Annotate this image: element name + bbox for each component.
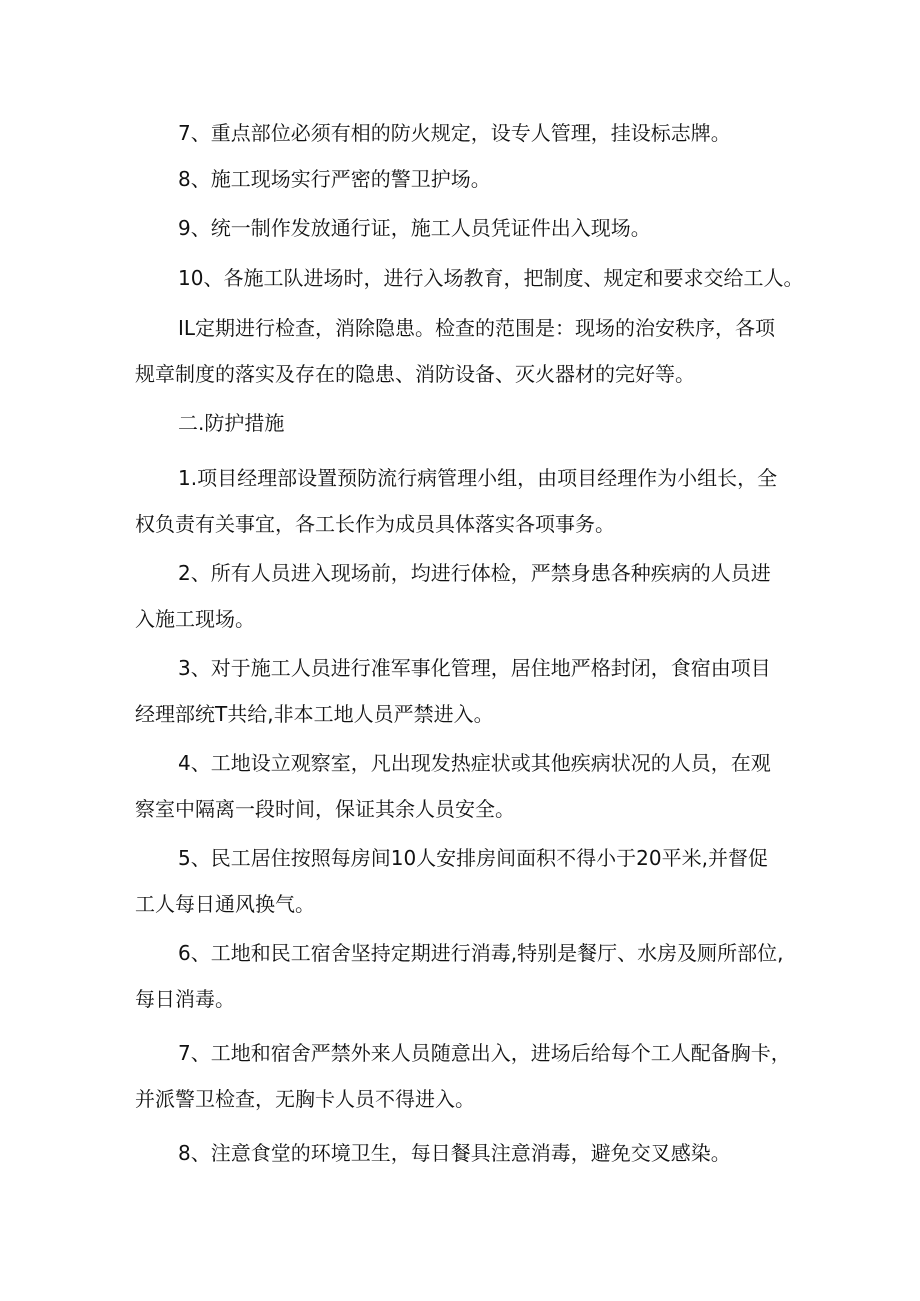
paragraph-line: 5、民工居住按照每房间10人安排房间面积不得小于20平米,并督促 [178, 846, 768, 870]
paragraph-line: 10、各施工队进场时，进行入场教育，把制度、规定和要求交给工人。 [178, 266, 804, 290]
paragraph-line: 察室中隔离一段时间，保证其余人员安全。 [135, 797, 515, 821]
paragraph-4-observation-room [135, 740, 785, 832]
paragraph-1-prevention-group [135, 455, 785, 547]
paragraph-8-canteen-hygiene [135, 1130, 785, 1176]
paragraph-7-fire-rules [135, 110, 785, 156]
paragraph-line: 规章制度的落实及存在的隐患、消防设备、灭火器材的完好等。 [135, 362, 695, 386]
paragraph-3-management [135, 645, 785, 737]
paragraph-line: 工人每日通风换气。 [135, 892, 315, 916]
paragraph-line: 7、重点部位必须有相的防火规定，设专人管理，挂设标志牌。 [178, 121, 731, 145]
paragraph-5-dormitory-space [135, 835, 785, 927]
paragraph-line: 4、工地设立观察室，凡出现发热症状或其他疾病状况的人员，在观 [178, 751, 771, 775]
paragraph-line: 每日消毒。 [135, 987, 235, 1011]
paragraph-7-badge-control [135, 1030, 791, 1122]
paragraph-10-entry-education [135, 255, 804, 301]
paragraph-line: 8、施工现场实行严密的警卫护场。 [178, 167, 491, 191]
paragraph-line: 2、所有人员进入现场前，均进行体检，严禁身患各种疾病的人员进 [178, 561, 771, 585]
paragraph-11-regular-inspection [135, 305, 785, 397]
paragraph-line: 1.项目经理部设置预防流行病管理小组，由项目经理作为小组长，全 [178, 466, 778, 490]
paragraph-line: IL定期进行检查，消除隐患。检查的范围是：现场的治安秩序，各项 [178, 316, 776, 340]
paragraph-line: 6、工地和民工宿舍坚持定期进行消毒,特别是餐厅、水房及厕所部位, [178, 941, 784, 965]
paragraph-8-security-guard [135, 156, 785, 202]
paragraph-line: 经理部统T共给,非本工地人员严禁进入。 [135, 702, 494, 726]
paragraph-2-physical-exam [135, 550, 785, 642]
paragraph-line: 8、注意食堂的环境卫生，每日餐具注意消毒，避免交叉感染。 [178, 1141, 731, 1165]
paragraph-9-pass-certificate [135, 205, 785, 251]
section-heading-text: 二.防护措施 [178, 411, 285, 435]
section-heading-protection-measures [135, 400, 785, 446]
paragraph-line: 9、统一制作发放通行证，施工人员凭证件出入现场。 [178, 216, 651, 240]
paragraph-6-disinfection [135, 930, 785, 1022]
paragraph-line: 7、工地和宿舍严禁外来人员随意出入，进场后给每个工人配备胸卡， [178, 1041, 791, 1065]
paragraph-line: 3、对于施工人员进行准军事化管理，居住地严格封闭，食宿由项目 [178, 656, 771, 680]
paragraph-line: 权负责有关事宜，各工长作为成员具体落实各项事务。 [135, 512, 615, 536]
paragraph-line: 并派警卫检查，无胸卡人员不得进入。 [135, 1087, 475, 1111]
paragraph-line: 入施工现场。 [135, 607, 255, 631]
